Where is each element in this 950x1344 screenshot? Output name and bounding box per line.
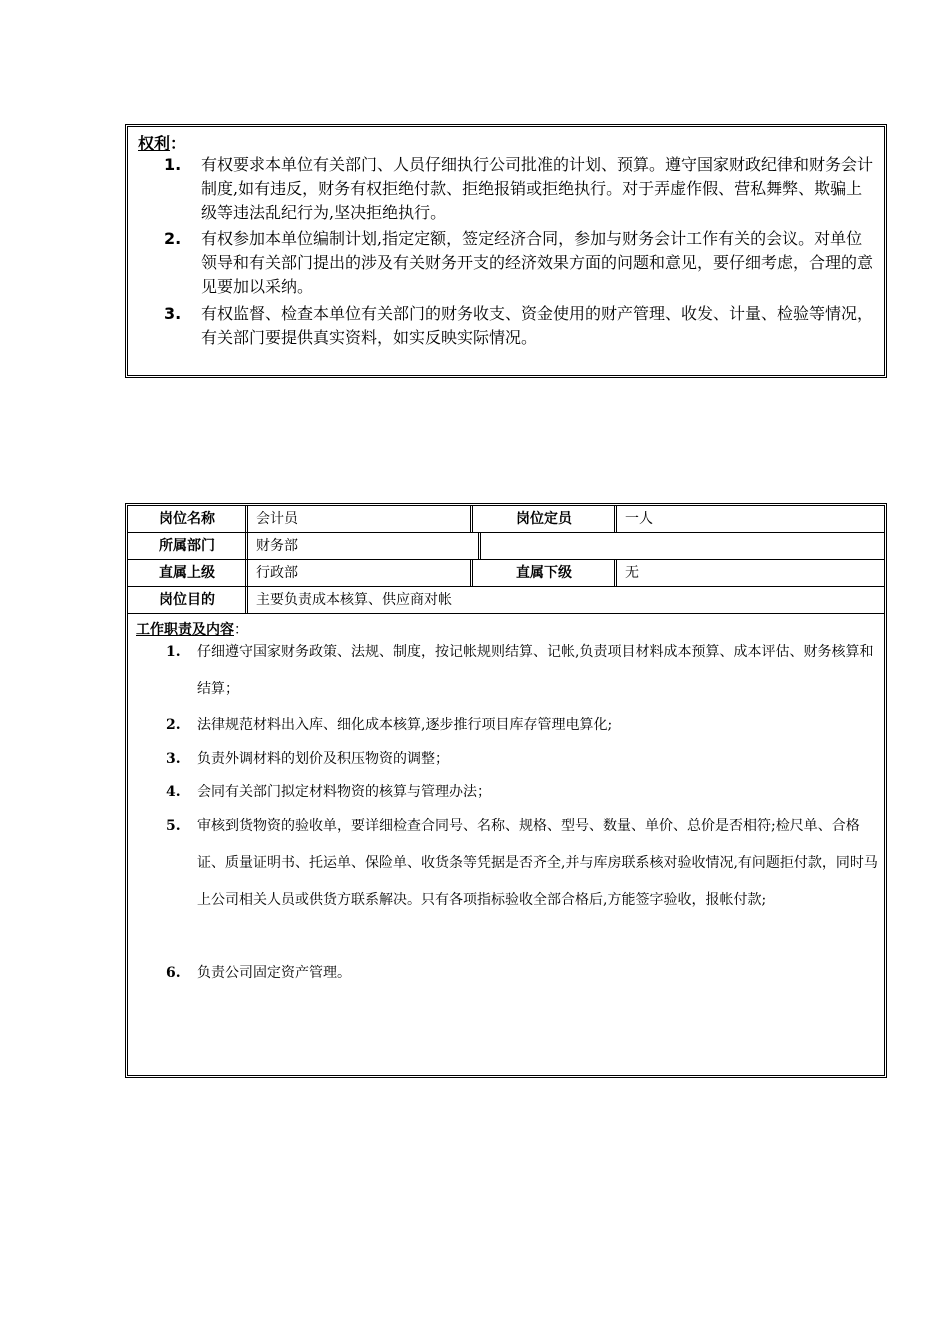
superior-label: 直属上级 (159, 565, 215, 581)
duty-item (166, 808, 878, 919)
duty-number: 1. (166, 644, 181, 660)
rights-item (164, 227, 876, 299)
rights-section (125, 124, 887, 378)
header-row-department (128, 533, 884, 560)
rights-item (164, 153, 876, 225)
duty-number: 6. (166, 965, 181, 981)
rights-item-text: 有权要求本单位有关部门、人员仔细执行公司批准的计划、预算。遵守国家财政纪律和财务会计制度,如有违反，财务有权拒绝付款、拒绝报销或拒绝执行。对于弄虚作假、营私舞弊、欺骗上级等违法乱纪行为,坚决拒绝执行。 (201, 155, 874, 222)
rights-item-number: 3. (164, 304, 182, 323)
department-label: 所属部门 (159, 538, 215, 554)
duty-number: 3. (166, 751, 181, 767)
subordinate-label: 直属下级 (516, 565, 572, 581)
duty-text: 负责外调材料的划价及积压物资的调整； (197, 751, 449, 767)
duty-text: 法律规范材料出入库、细化成本核算,逐步推行项目库存管理电算化; (197, 717, 613, 733)
rights-item-number: 1. (164, 155, 182, 174)
purpose-label: 岗位目的 (159, 592, 215, 608)
divider (478, 533, 481, 559)
duty-item (166, 634, 878, 708)
duty-text: 审核到货物资的验收单，要详细检查合同号、名称、规格、型号、数量、单价、总价是否相符;检尺单、合格证、质量证明书、托运单、保险单、收货条等凭据是否齐全,并与库房联系核对验收情况,有问题拒付款，同时马上公司相关人员或供货方联系解决。只有各项指标验收全部合格后,方能签字验收，报帐付款; (197, 818, 878, 908)
duty-number: 2. (166, 717, 181, 733)
rights-title: 权利 (138, 134, 171, 153)
position-name-label: 岗位名称 (159, 511, 215, 527)
superior-value: 行政部 (256, 565, 298, 581)
duties-colon: ： (234, 622, 248, 638)
position-name-value: 会计员 (256, 511, 298, 527)
department-value: 财务部 (256, 538, 298, 554)
rights-item-text: 有权监督、检查本单位有关部门的财务收支、资金使用的财产管理、收发、计量、检验等情况，有关部门要提供真实资料，如实反映实际情况。 (201, 304, 874, 347)
duty-text: 会同有关部门拟定材料物资的核算与管理办法； (197, 784, 491, 800)
duty-text: 仔细遵守国家财务政策、法规、制度，按记帐规则结算、记帐,负责项目材料成本预算、成本评估、财务核算和结算； (197, 644, 874, 697)
duty-number: 5. (166, 818, 181, 834)
rights-colon: ： (170, 134, 187, 153)
purpose-value: 主要负责成本核算、供应商对帐 (256, 592, 452, 608)
headcount-value: 一人 (625, 511, 653, 527)
rights-item-text: 有权参加本单位编制计划,指定定额，签定经济合同，参加与财务会计工作有关的会议。对单位领导和有关部门提出的涉及有关财务开支的经济效果方面的问题和意见，要仔细考虑，合理的意见要加以采纳。 (201, 229, 874, 296)
subordinate-value: 无 (625, 565, 639, 581)
headcount-label: 岗位定员 (516, 511, 572, 527)
rights-heading (138, 131, 186, 154)
header-row-position (128, 506, 884, 533)
job-description-table (125, 503, 887, 1078)
header-row-purpose (128, 587, 884, 614)
header-row-reporting (128, 560, 884, 587)
rights-item-number: 2. (164, 229, 182, 248)
duty-item (166, 741, 878, 778)
duty-text: 负责公司固定资产管理。 (197, 965, 351, 981)
duties-title: 工作职责及内容 (136, 622, 234, 638)
duty-number: 4. (166, 784, 181, 800)
duty-item (166, 955, 878, 992)
rights-item (164, 302, 876, 350)
duty-item (166, 707, 878, 744)
duty-item (166, 774, 878, 811)
